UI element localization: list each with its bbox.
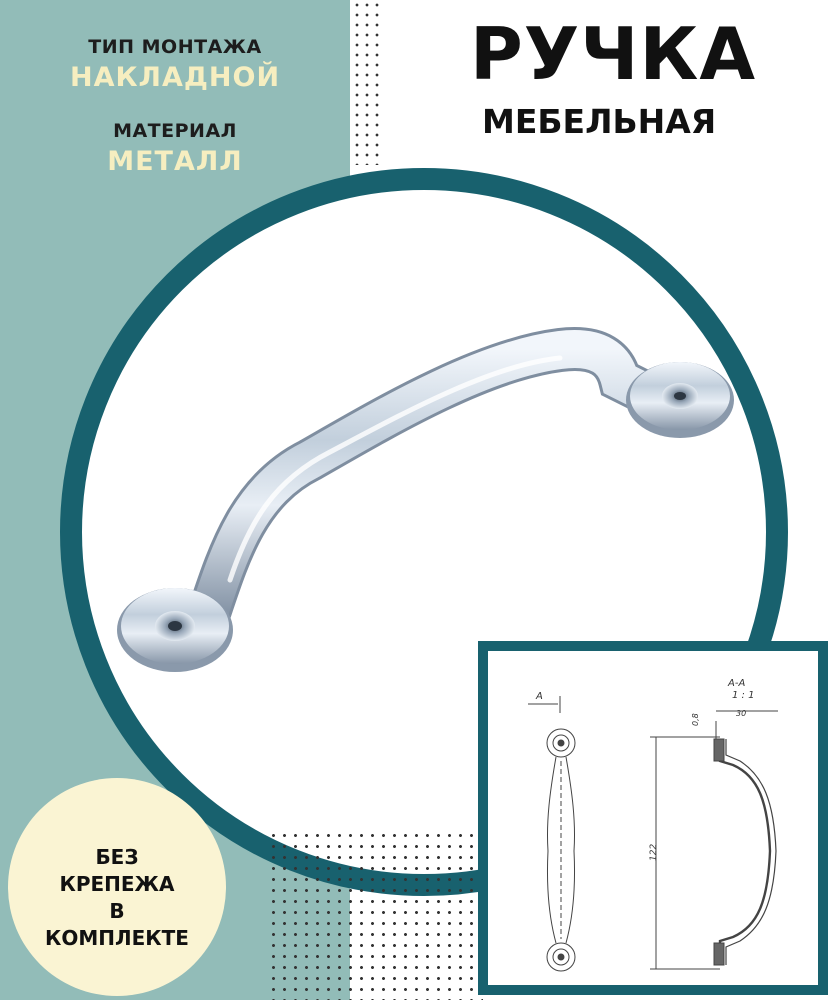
dot-pattern-top <box>352 0 380 165</box>
section-label: А-А <box>728 678 746 689</box>
dim-length: 122 <box>649 843 659 861</box>
dot-pattern-bottom <box>268 830 483 1000</box>
technical-drawing-frame <box>478 641 828 995</box>
badge-line-1: БЕЗ <box>95 845 139 869</box>
material-value: МЕТАЛЛ <box>107 146 243 177</box>
page-title: РУЧКА <box>470 12 757 96</box>
badge-line-3: В <box>109 899 125 923</box>
dim-thickness: 0,8 <box>691 713 700 726</box>
page-subtitle: МЕБЕЛЬНАЯ <box>482 102 717 141</box>
material-label: МАТЕРИАЛ <box>113 120 237 142</box>
scale-label: 1 : 1 <box>732 690 755 701</box>
mount-spec <box>70 36 280 93</box>
view-label: А <box>536 691 543 702</box>
material-spec <box>70 120 280 177</box>
mount-value: НАКЛАДНОЙ <box>70 62 281 93</box>
mount-label: ТИП МОНТАЖА <box>88 36 262 58</box>
no-fasteners-text <box>0 844 234 952</box>
badge-line-2: КРЕПЕЖА <box>59 872 175 896</box>
technical-drawing <box>488 651 818 985</box>
badge-line-4: КОМПЛЕКТЕ <box>45 926 189 950</box>
dim-depth: 30 <box>736 709 747 718</box>
